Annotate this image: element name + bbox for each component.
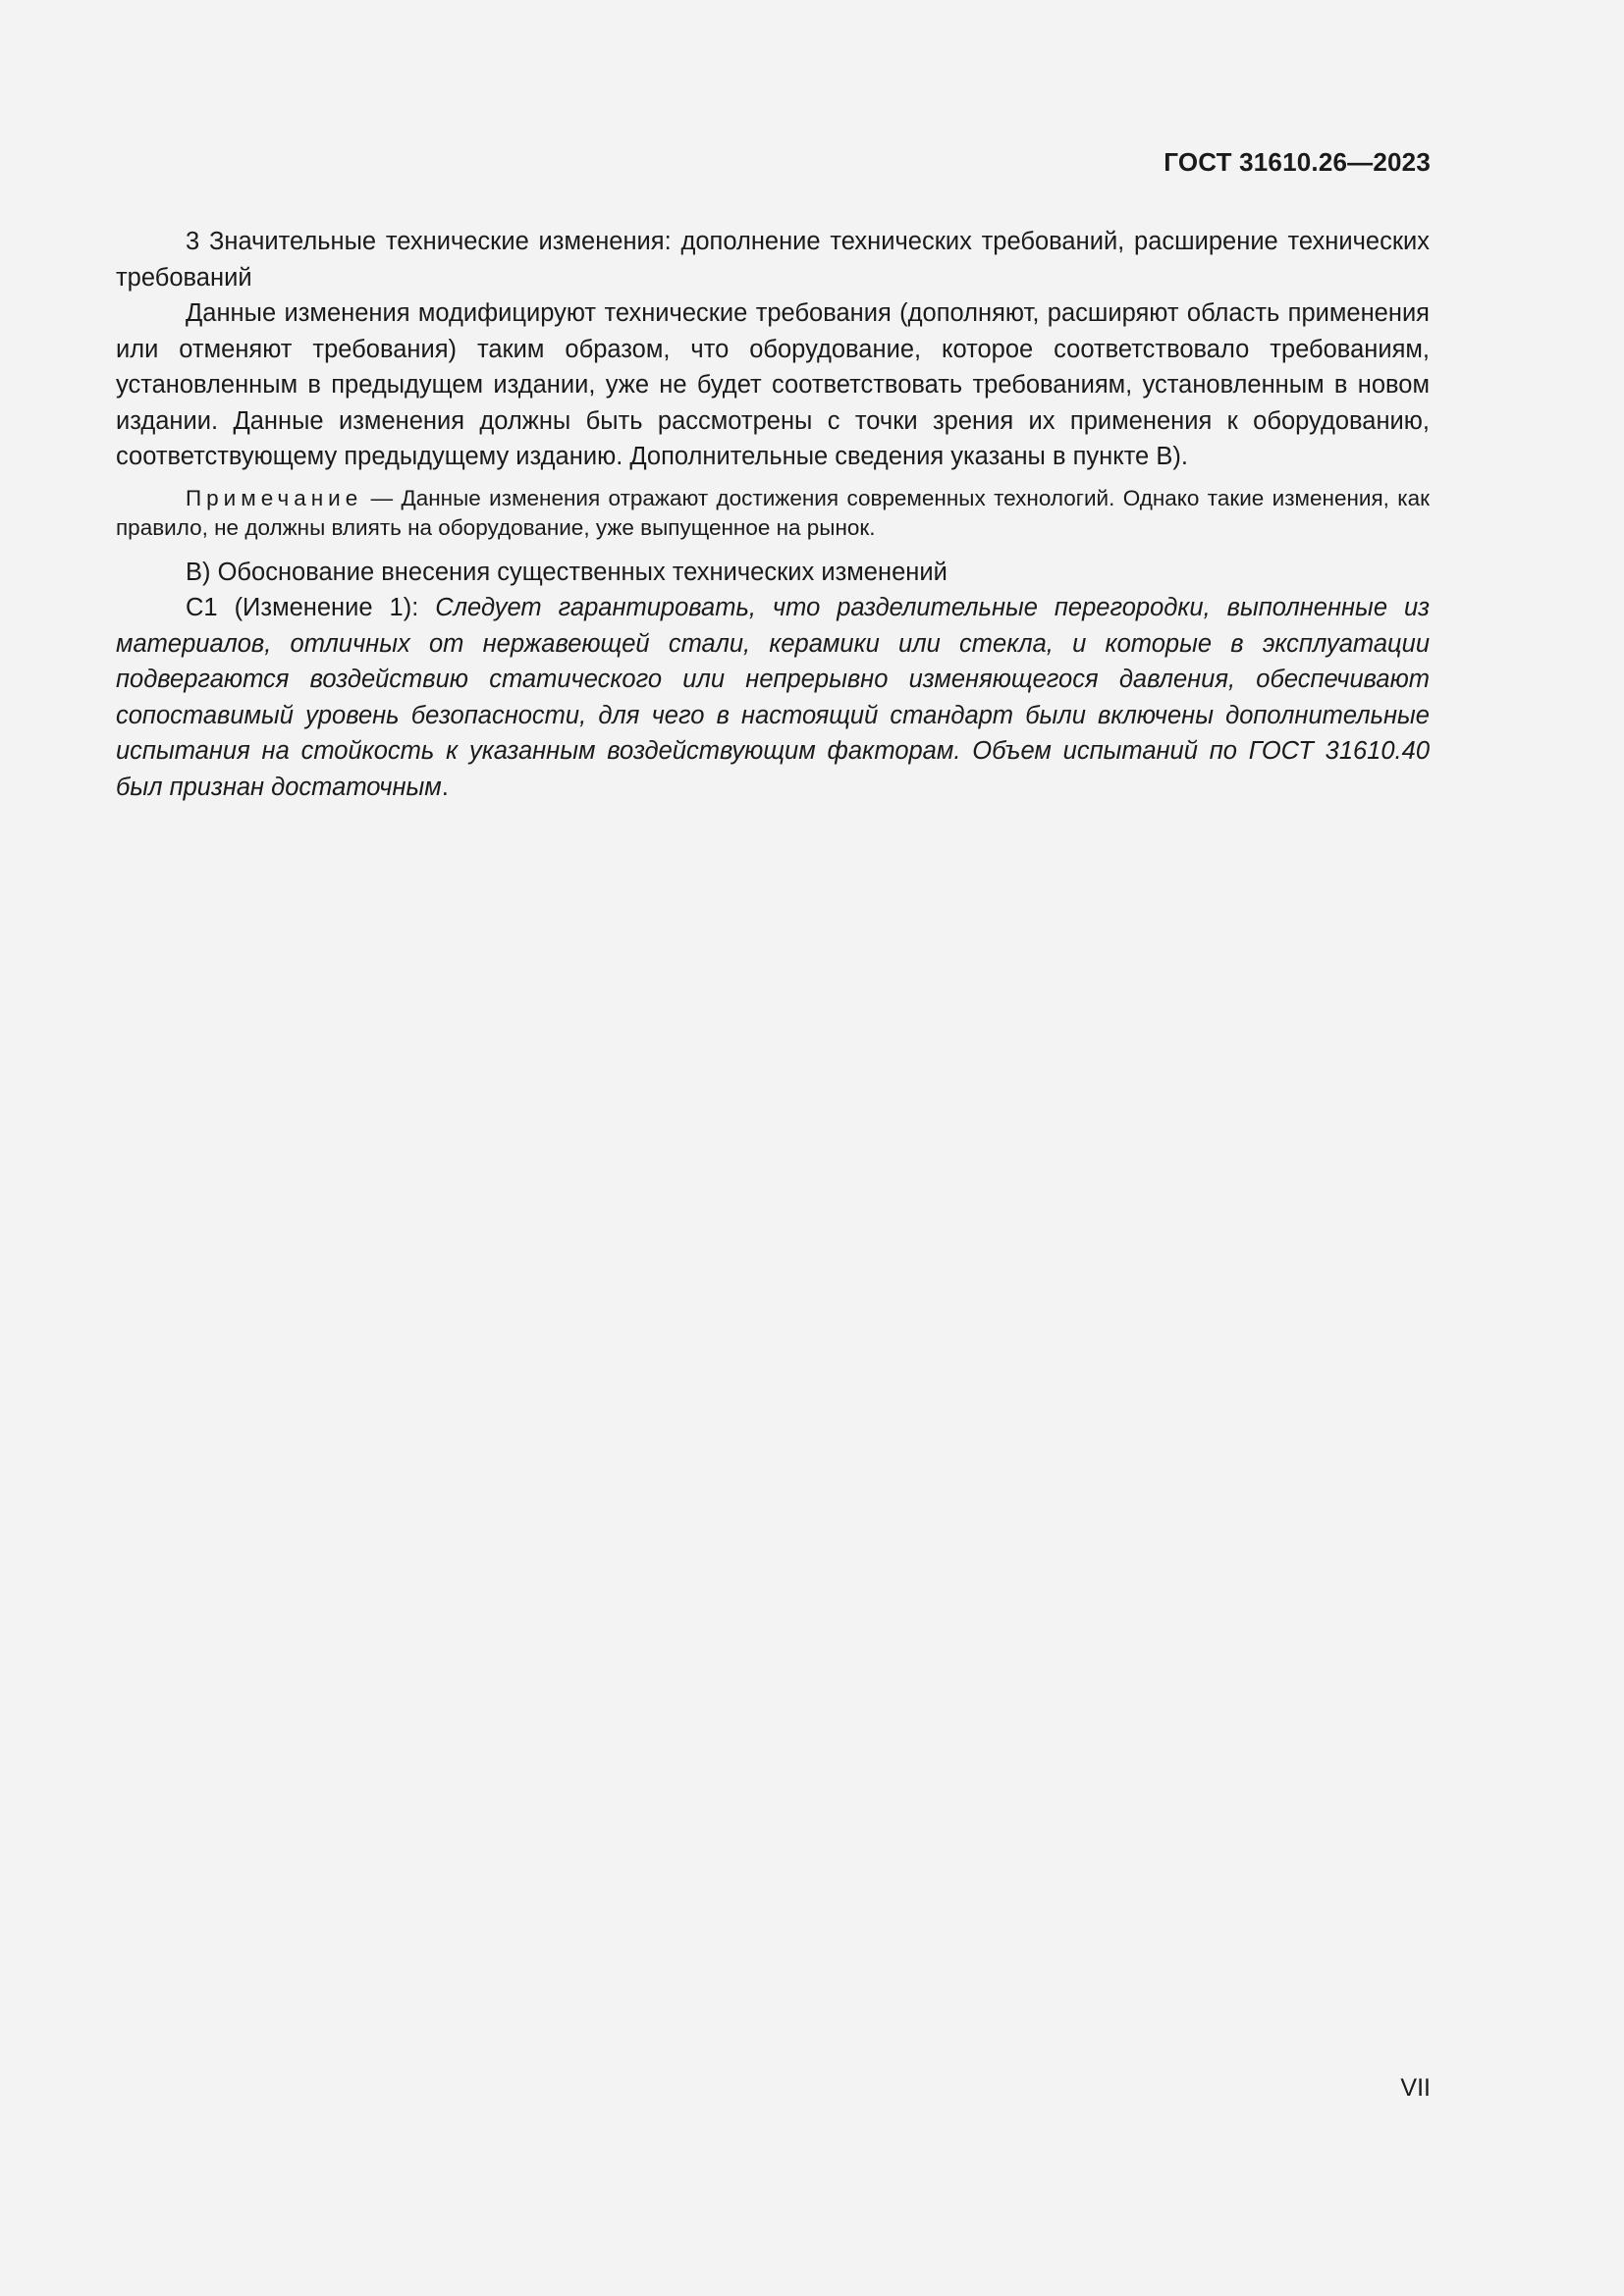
note-label: Примечание (186, 485, 363, 510)
section-b-heading: В) Обоснование внесения существенных технических изменений (186, 558, 947, 586)
note-text: — Данные изменения отражают достижения современных технологий. Однако такие изменения, как правило, не должны влиять на оборудование, уже выпущенное на рынок. (116, 485, 1430, 540)
page-content (116, 224, 1430, 805)
change-c1-prefix: С1 (Изменение 1): (186, 594, 436, 621)
note-paragraph (116, 484, 1430, 543)
change-c1-end: . (441, 773, 449, 801)
change-c1-text: Следует гарантировать, что разделительные перегородки, выполненные из материалов, отличных от нержавеющей стали, керамики или стекла, и которые в эксплуатации подвергаются воздействию статического или непрерывно изменяющегося давления, обеспечивают сопоставимый уровень безопасности, для чего в настоящий стандарт были включены дополнительные испытания на стойкость к указанным воздействующим факторам. Объем испытаний по ГОСТ 31610.40 был признан достаточным (116, 594, 1431, 801)
document-header: ГОСТ 31610.26—2023 (1164, 147, 1431, 177)
change-c1-paragraph (116, 590, 1430, 805)
section-3-body: Данные изменения модифицируют технические требования (дополняют, расширяют область применения или отменяют требования) таким образом, что оборудование, которое соответствовало требованиям, установленным в предыдущем издании, уже не будет соответствовать требованиям, установленным в новом издании. Данные изменения должны быть рассмотрены с точки зрения их применения к оборудованию, соответствующему предыдущему изданию. Дополнительные сведения указаны в пункте В). (116, 299, 1430, 470)
section-3-heading: 3 Значительные технические изменения: дополнение технических требований, расширение технических требований (116, 228, 1430, 292)
page-number: VII (1400, 2074, 1431, 2102)
